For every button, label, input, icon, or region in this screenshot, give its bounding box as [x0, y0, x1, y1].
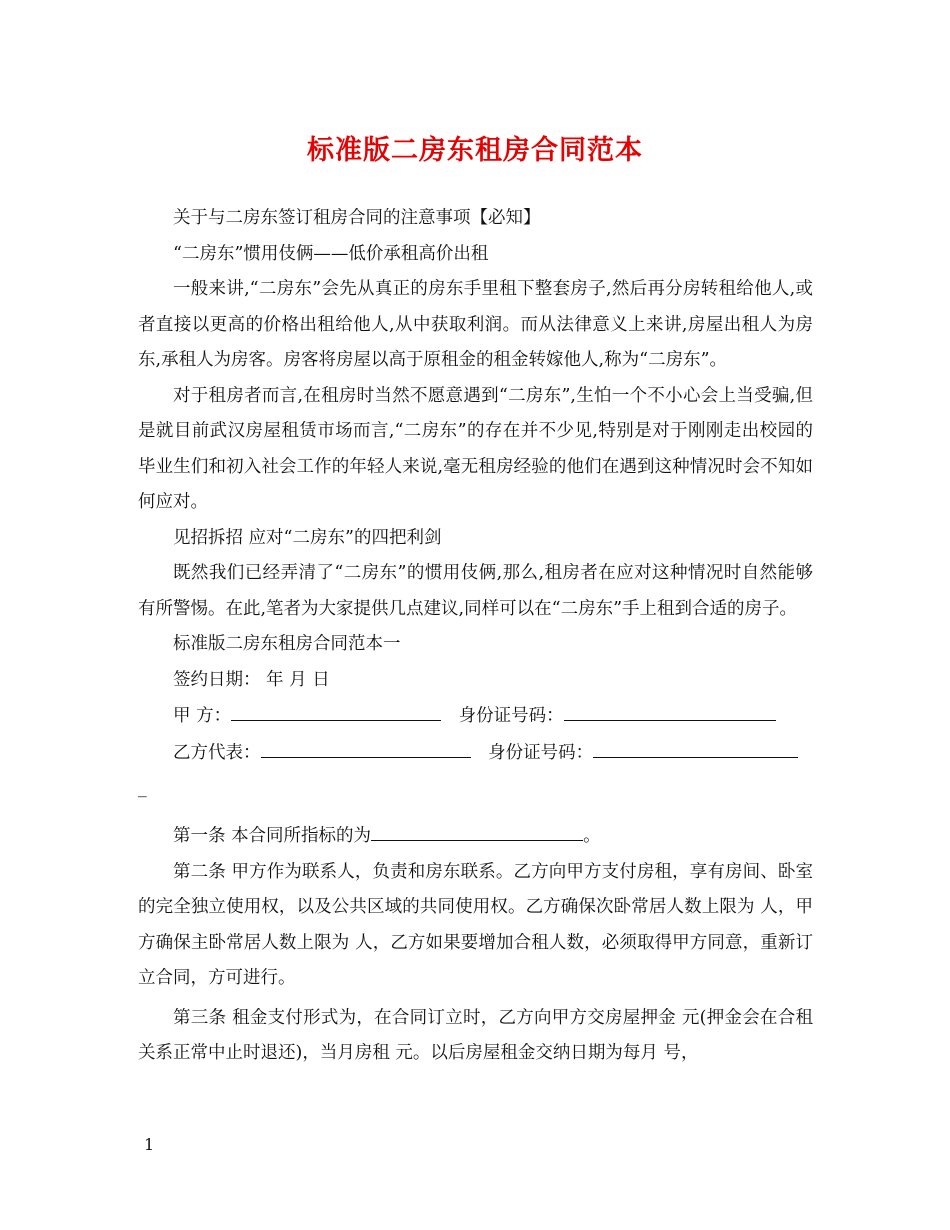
contract-articles — [138, 818, 813, 1072]
paragraph-sign-date: 签约日期： 年 月 日 — [173, 669, 330, 690]
party-a-label: 甲 方： — [173, 706, 232, 726]
paragraph-intro: 一般来讲,“二房东”会先从真正的房东手里租下整套房子,然后再分房转租给他人,或者直接以更高的价格出租给他人,从中获取利润。而从法律意义上来讲,房屋出租人为房东,承租人为房客。房客将房屋以高于原租金的租金转嫁他人,称为“二房东”。 — [138, 279, 813, 370]
party-a-id-label: 身份证号码： — [458, 706, 564, 726]
page-title: 标准版二房东租房合同范本 — [307, 135, 643, 166]
paragraph-tenant-view: 对于租房者而言,在租房时当然不愿意遇到“二房东”,生怕一个不小心会上当受骗,但是就目前武汉房屋租赁市场而言,“二房东”的存在并不少见,特别是对于刚刚走出校园的毕业生们和初入社会工作的年轻人来说,毫无租房经验的他们在遇到这种情况时会不知如何应对。 — [138, 385, 813, 512]
article-3: 第三条 租金支付形式为，在合同订立时，乙方向甲方交房屋押金 元(押金会在合租关系正常中止时退还)，当月房租 元。以后房屋租金交纳日期为每月 号， — [138, 1007, 813, 1063]
article-1-suffix: 。 — [583, 826, 601, 846]
article-1 — [138, 818, 813, 855]
document-body — [138, 201, 813, 1072]
party-b-id-blank — [593, 735, 798, 758]
party-b-label: 乙方代表： — [173, 742, 261, 763]
party-a-line — [138, 698, 813, 735]
paragraph-contract-title: 标准版二房东租房合同范本一 — [173, 634, 401, 654]
party-b-id-label: 身份证号码： — [488, 742, 594, 763]
dash-mark: _ — [138, 778, 147, 798]
party-b-line — [138, 735, 813, 772]
paragraph-tips-heading: 见招拆招 应对“二房东”的四把利剑 — [173, 527, 442, 548]
paragraph-advice: 既然我们已经弄清了“二房东”的惯用伎俩,那么,租房者在应对这种情况时自然能够有所警惕。在此,笔者为大家提供几点建议,同样可以在“二房东”手上租到合适的房子。 — [138, 563, 813, 619]
paragraph-notice-heading: 关于与二房东签订租房合同的注意事项【必知】 — [173, 208, 541, 228]
article-1-blank — [371, 818, 583, 841]
page-number: 1 — [144, 1135, 155, 1154]
article-1-text: 第一条 本合同所指标的为 — [173, 826, 372, 846]
party-a-id-blank — [564, 698, 776, 721]
dash-line — [138, 771, 813, 806]
party-b-blank — [261, 735, 471, 758]
paragraph-tricks-heading: “二房东”惯用伎俩——低价承租高价出租 — [173, 243, 489, 264]
party-a-blank — [231, 698, 441, 721]
article-2: 第二条 甲方作为联系人，负责和房东联系。乙方向甲方支付房租，享有房间、卧室的完全独立使用权，以及公共区域的共同使用权。乙方确保次卧常居人数上限为 人，甲方确保主卧常居人数上限为 人，乙方如果要增加合租人数，必须取得甲方同意，重新订立合同，方可进行。 — [138, 861, 813, 988]
